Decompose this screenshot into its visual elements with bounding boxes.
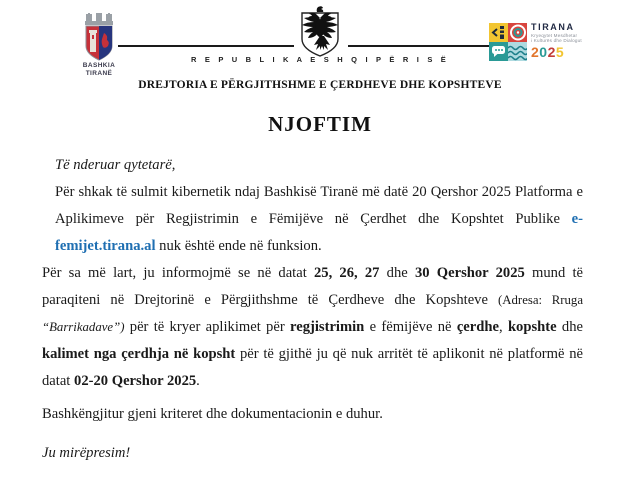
bashkia-tirana-coat-of-arms-icon [70, 13, 128, 61]
salutation: Të nderuar qytetarë, [55, 157, 176, 173]
bashkia-logo-text-line2: TIRANË [85, 69, 113, 77]
speech-bubble-icon [489, 42, 508, 61]
lighthouse-icon [489, 23, 508, 42]
header-divider-left [118, 45, 294, 47]
sea-waves-icon [508, 42, 527, 61]
tirana-2025-logo [489, 23, 582, 61]
paragraph-platform-down: Për shkak të sulmit kibernetik ndaj Bashkisë Tiranë më datë 20 Qershor 2025 Platforma e Aplikimeve për Regjistrimin e Fëmijëve në Çerdhet dhe Kopshtet Publike e-femijet.tirana.al nuk është ende në funksion. [55, 184, 583, 254]
year-digit: 5 [555, 44, 565, 61]
tirana-2025-subtitle-line2: i Kulturës dhe Dialogut [531, 37, 582, 43]
bashkia-logo-text-line1: BASHKIA [82, 62, 116, 69]
bashkia-tirana-logo [70, 13, 128, 77]
republic-caption: R E P U B L I K A E S H Q I P Ë R I S Ë [190, 55, 450, 64]
header-divider-right [348, 45, 490, 47]
year-digit: 2 [531, 44, 540, 61]
tirana-2025-subtitle-line1: Kryeqytet Mesdhetar [531, 32, 578, 38]
paragraph-application-dates: Për sa më lart, ju informojmë se në datat 25, 26, 27 dhe 30 Qershor 2025 mund të paraqiteni në Drejtorinë e Përgjithshme të Çerdheve dhe Kopshteve (Adresa: Rruga “Barrikadave”) për të kryer aplikimet për regjistrimin e fëmijëve në çerdhe, kopshte dhe kalimet nga çerdhja në kopsht për të gjithë ju që nuk arritët të aplikonit në platformë në datat 02-20 Qershor 2025. [42, 265, 584, 389]
year-digit: 0 [539, 44, 548, 61]
tirana-2025-icon-grid [489, 23, 527, 61]
concentric-sun-icon [508, 23, 527, 42]
signoff: Ju mirëpresim! [42, 445, 131, 461]
directorate-heading: DREJTORIA E PËRGJITHSHME E ÇERDHEVE DHE KOPSHTEVE [138, 79, 502, 91]
page-title: NJOFTIM [268, 112, 372, 136]
tirana-2025-year [531, 45, 582, 59]
year-digit: 2 [547, 44, 556, 61]
notice-body [0, 152, 640, 467]
republic-of-albania-emblem [296, 6, 344, 58]
platform-link[interactable]: e-femijet.tirana.al [55, 211, 583, 254]
closing-note: Bashkëngjitur gjeni kriteret dhe dokumentacionin e duhur. [42, 406, 383, 422]
tirana-2025-title: TIRANA [531, 22, 575, 32]
tirana-2025-wordmark [531, 23, 582, 61]
